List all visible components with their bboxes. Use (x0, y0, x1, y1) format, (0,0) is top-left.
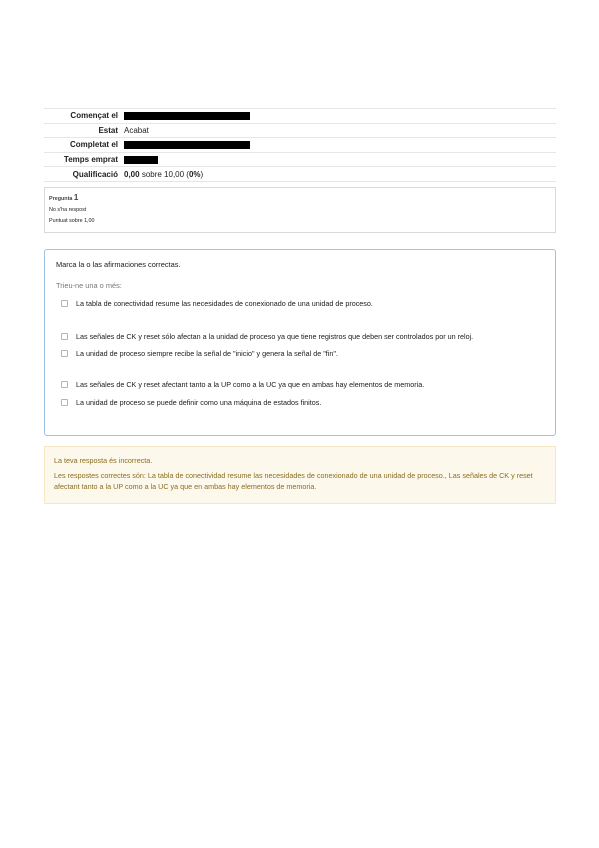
summary-value (124, 140, 556, 149)
answer-option-label: Las señales de CK y reset sólo afectan a la unidad de proceso ya que tiene registros que deben ser controlados por un reloj. (76, 332, 474, 341)
summary-label: Completat el (69, 140, 118, 150)
summary-value (124, 155, 556, 164)
summary-label: Temps emprat (63, 155, 118, 165)
question-label: Pregunta (49, 196, 73, 202)
summary-row-grade (44, 166, 556, 182)
question-info-box (44, 187, 556, 233)
answer-checkbox[interactable] (61, 399, 68, 406)
grade-score: 0,00 (124, 169, 140, 179)
answer-option[interactable] (61, 349, 338, 358)
redacted-block (124, 141, 250, 149)
grade-percent: 0% (188, 169, 201, 179)
answer-option[interactable] (61, 332, 473, 341)
question-content (44, 249, 556, 436)
summary-row-time-taken (44, 152, 556, 167)
feedback-correct-answers: Les respostes correctes són: La tabla de conectividad resume las necesidades de conexionado de una unidad de proceso., Las señales de CK y reset afectant tanto a la UP como a la UC ya que en ambas hay elementos de memoria. (54, 471, 533, 491)
feedback-box (44, 446, 556, 504)
grade-mid: sobre 10,00 ( (141, 169, 189, 179)
redacted-block (124, 156, 158, 164)
feedback-incorrect: La teva resposta és incorrecta. (54, 456, 153, 465)
summary-label: Qualificació (72, 169, 118, 179)
answer-option-label: Las señales de CK y reset afectant tanto a la UP como a la UC ya que en ambas hay elementos de memoria. (76, 380, 425, 389)
answer-option[interactable] (61, 380, 424, 389)
question-status: No s'ha respost (49, 207, 87, 213)
summary-label: Estat (98, 125, 118, 135)
summary-row-state (44, 123, 556, 138)
summary-value (124, 170, 556, 179)
answer-option[interactable] (61, 299, 373, 308)
redacted-block (124, 112, 250, 120)
question-hint: Trieu-ne una o més: (56, 281, 122, 290)
question-number (49, 193, 551, 202)
question-points: Puntuat sobre 1,00 (49, 218, 95, 224)
summary-row-started (44, 108, 556, 123)
answer-checkbox[interactable] (61, 381, 68, 388)
grade-end: ) (200, 169, 204, 179)
answer-option-label: La unidad de proceso siempre recibe la señal de "inicio" y genera la señal de "fin". (76, 349, 338, 358)
summary-value: Acabat (124, 125, 149, 135)
answer-option-label: La unidad de proceso se puede definir como una máquina de estados finitos. (76, 398, 322, 407)
answer-checkbox[interactable] (61, 333, 68, 340)
question-number-value: 1 (73, 193, 79, 202)
answer-option[interactable] (61, 398, 321, 407)
attempt-summary-table (44, 108, 556, 182)
answer-checkbox[interactable] (61, 300, 68, 307)
summary-value (124, 111, 556, 120)
answer-checkbox[interactable] (61, 350, 68, 357)
summary-label: Començat el (70, 111, 118, 121)
question-prompt: Marca la o las afirmaciones correctas. (56, 260, 181, 269)
answer-option-label: La tabla de conectividad resume las necesidades de conexionado de una unidad de proceso. (76, 299, 373, 308)
summary-row-completed (44, 137, 556, 152)
